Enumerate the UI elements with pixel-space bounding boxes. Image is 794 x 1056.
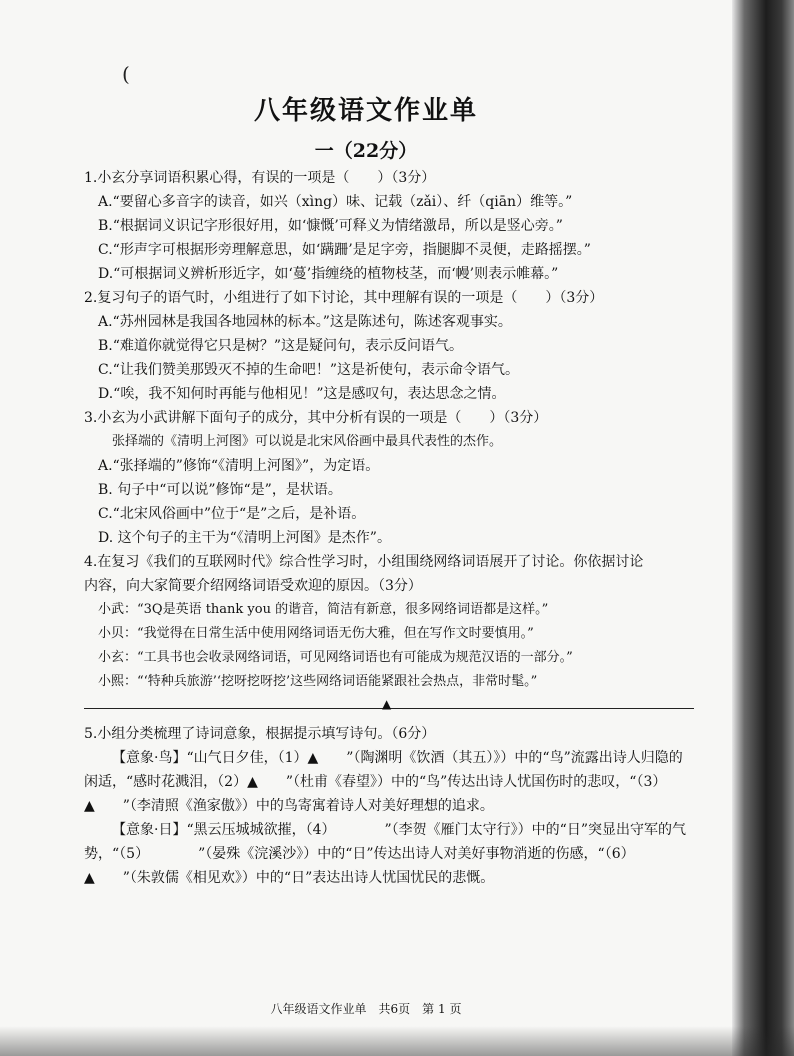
q3-stem: 3.小玄为小武讲解下面句子的成分，其中分析有误的一项是（ ）（3分） [84,410,548,426]
q2-option-d: D.“唉，我不知何时再能与他相见！”这是感叹句，表达思念之情。 [98,386,506,402]
q2-option-c: C.“让我们赞美那毁灭不掉的生命吧！”这是祈使句，表示命令语气。 [98,362,519,378]
q3-option-a: A.“张择端的”修饰“《清明上河图》”，为定语。 [98,458,380,474]
q2-stem: 2.复习句子的语气时，小组进行了如下讨论，其中理解有误的一项是（ ）（3分） [84,290,604,306]
q2-option-a: A.“苏州园林是我国各地园林的标本。”这是陈述句，陈述客观事实。 [98,314,512,330]
q1-option-c: C.“形声字可根据形旁理解意思，如‘蹒跚’是足字旁，指腿脚不灵便，走路摇摆。” [98,242,591,258]
q4-stem-line2: 内容，向大家简要介绍网络词语受欢迎的原因。（3分） [84,578,422,594]
q4-dialog-xiaoxi: 小熙：“‘特种兵旅游’‘挖呀挖呀挖’这些网络词语能紧跟社会热点，非常时髦。” [98,674,538,689]
page-title: 八年级语文作业单 [253,96,478,126]
answer-triangle-mark: ▲ [382,697,392,711]
q1-option-d: D.“可根据词义辨析形近字，如‘蔓’指缠绕的植物枝茎，而‘幔’则表示帷幕。” [98,266,559,282]
margin-mark: ( [122,62,130,86]
scan-shadow-bottom [0,1026,794,1056]
q1-option-b: B.“根据词义识记字形很好用，如‘慷慨’可释义为情绪激昂，所以是竖心旁。” [98,218,563,234]
q3-option-c: C.“北宋风俗画中”位于“是”之后，是补语。 [98,506,366,522]
scan-shadow-right [732,0,794,1056]
q4-stem-line1: 4.在复习《我们的互联网时代》综合性学习时，小组围绕网络词语展开了讨论。你依据讨论 [84,554,644,570]
answer-line [84,696,694,718]
section-title: 一（22分） [314,140,418,162]
q2-option-b: B.“难道你就觉得它只是树？”这是疑问句，表示反问语气。 [98,338,464,354]
q1-option-a: A.“要留心多音字的读音，如兴（xìng）味、记载（zǎi）、纤（qiān）维等。” [98,194,573,210]
q3-option-d: D. 这个句子的主干为“《清明上河图》是杰作”。 [98,530,391,546]
q4-dialog-xiaobei: 小贝：“我觉得在日常生活中使用网络词语无伤大雅，但在写作文时要慎用。” [98,626,534,641]
page-footer: 八年级语文作业单 共6页 第 1 页 [270,1002,462,1016]
q3-option-b: B. 句子中“可以说”修饰“是”，是状语。 [98,482,342,498]
q4-dialog-xiaoxuan: 小玄：“工具书也会收录网络词语，可见网络词语也有可能成为规范汉语的一部分。” [98,650,573,665]
q5-stem: 5.小组分类梳理了诗词意象，根据提示填写诗句。（6分） [84,726,436,742]
q5-imagery-sun: 【意象·日】“黑云压城城欲摧，（4） ”（李贺《雁门太守行》）中的“日”突显出守军的气势，“（5） ”（晏殊《浣溪沙》）中的“日”传达出诗人对美好事物消逝的伤感，“（6）▲ ”（朱敦儒《相见欢》）中的“日”表达出诗人忧国忧民的悲慨。 [84,822,686,886]
q3-sentence: 张择端的《清明上河图》可以说是北宋风俗画中最具代表性的杰作。 [112,434,503,449]
q1-stem: 1.小玄分享词语积累心得，有误的一项是（ ）（3分） [84,170,436,186]
q4-dialog-xiaowu: 小武：“3Q是英语 thank you 的谐音，简洁有新意，很多网络词语都是这样。” [98,602,549,617]
q5-imagery-bird: 【意象·鸟】“山气日夕佳，（1）▲ ”（陶渊明《饮酒（其五）》）中的“鸟”流露出诗人归隐的闲适，“感时花溅泪，（2）▲ ”（杜甫《春望》）中的“鸟”传达出诗人忧国伤时的悲叹，“（3）▲ ”（李清照《渔家傲》）中的鸟寄寓着诗人对美好理想的追求。 [84,750,683,814]
worksheet-content [84,166,694,890]
